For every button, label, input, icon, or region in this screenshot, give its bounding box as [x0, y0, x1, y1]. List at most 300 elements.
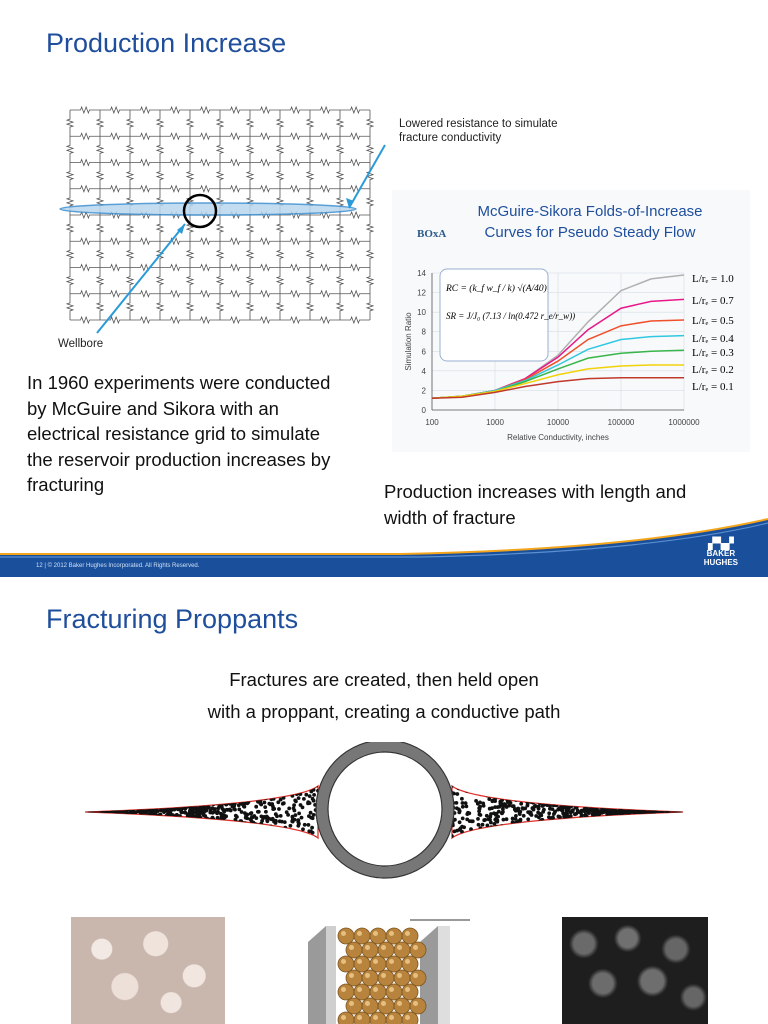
- y-tick-label: 4: [421, 366, 426, 376]
- pack-ball: [370, 928, 386, 944]
- proppant-grain: [656, 812, 660, 816]
- proppant-grain: [235, 815, 239, 819]
- pack-ball-highlight: [389, 931, 394, 936]
- proppant-grain: [241, 803, 245, 807]
- proppant-grain: [547, 811, 551, 815]
- proppant-grain: [308, 794, 312, 798]
- x-tick-label: 100000: [607, 418, 635, 427]
- proppant-grain: [463, 786, 467, 790]
- pack-ball-highlight: [389, 959, 394, 964]
- proppant-grain: [270, 793, 274, 797]
- proppant-grain: [277, 807, 281, 811]
- pack-ball: [370, 984, 386, 1000]
- proppant-grain: [197, 808, 201, 812]
- proppant-grain: [494, 826, 498, 830]
- proppant-grain: [180, 811, 184, 815]
- proppant-grain: [489, 825, 493, 829]
- proppant-grain: [530, 799, 534, 803]
- proppant-grain: [455, 801, 459, 805]
- proppant-grain: [229, 809, 233, 813]
- series-label: L/rₑ = 0.1: [692, 381, 734, 393]
- pack-ball-highlight: [373, 1015, 378, 1020]
- y-tick-label: 0: [421, 406, 426, 415]
- proppant-grain: [306, 802, 310, 806]
- proppant-grain: [239, 819, 243, 823]
- pack-ball: [386, 1012, 402, 1024]
- proppant-grain: [300, 816, 304, 820]
- slide-fracturing-proppants: [0, 577, 768, 1024]
- slide-title: Production Increase: [46, 28, 287, 58]
- proppant-grain: [199, 804, 203, 808]
- proppant-grain: [487, 797, 491, 801]
- proppant-grain: [197, 813, 201, 817]
- proppant-grain: [485, 792, 489, 796]
- pack-ball: [410, 998, 426, 1014]
- pack-ball: [402, 956, 418, 972]
- sand-proppant-photo: [71, 917, 225, 1024]
- pack-ball-highlight: [405, 959, 410, 964]
- proppant-grain: [471, 819, 475, 823]
- proppant-grain: [496, 793, 500, 797]
- pack-ball: [354, 928, 370, 944]
- proppant-grain: [300, 832, 304, 836]
- pack-ball-highlight: [413, 945, 418, 950]
- proppant-grain: [513, 808, 517, 812]
- pack-ball-highlight: [373, 931, 378, 936]
- series-label: L/rₑ = 0.5: [692, 315, 734, 327]
- pack-ball-highlight: [365, 945, 370, 950]
- proppant-grain: [551, 816, 555, 820]
- chart-caption: Production increases with length and width of fracture: [384, 481, 687, 528]
- proppant-grain: [490, 828, 494, 832]
- proppant-grain: [282, 801, 286, 805]
- series-label: L/rₑ = 0.2: [692, 364, 734, 376]
- proppant-grain: [494, 817, 498, 821]
- proppant-grain: [488, 818, 492, 822]
- proppant-grain: [613, 813, 617, 817]
- proppant-grain: [270, 802, 274, 806]
- x-tick-label: 10000: [546, 418, 570, 427]
- series-label: L/rₑ = 0.3: [692, 347, 734, 359]
- pack-ball-highlight: [373, 959, 378, 964]
- proppant-grain: [292, 803, 296, 807]
- proppant-grain: [244, 816, 248, 820]
- propped-fracture-diagram: [0, 742, 768, 892]
- proppant-grain: [485, 814, 489, 818]
- proppant-grain: [613, 809, 617, 813]
- proppant-grain: [467, 811, 471, 815]
- proppant-grain: [526, 817, 530, 821]
- proppant-grain: [257, 810, 261, 814]
- pack-ball: [346, 998, 362, 1014]
- proppant-grain: [311, 831, 315, 835]
- proppant-grain: [232, 804, 236, 808]
- chart-title: McGuire-Sikora Folds-of-Increase Curves for Pseudo Steady Flow: [477, 203, 703, 241]
- pack-ball-highlight: [341, 931, 346, 936]
- proppant-grain: [652, 812, 656, 816]
- proppant-grain: [605, 810, 609, 814]
- proppant-grain: [292, 790, 296, 794]
- pack-ball-highlight: [341, 1015, 346, 1020]
- resistance-annotation: Lowered resistance to simulate fracture conductivity: [399, 118, 558, 144]
- proppant-grain: [263, 805, 267, 809]
- baker-hughes-logo: ▞▚▞ BAKER HUGHES: [703, 538, 738, 567]
- proppant-grain: [238, 798, 242, 802]
- proppant-grain: [476, 817, 480, 821]
- pack-ball-highlight: [405, 931, 410, 936]
- proppant-pack-illustration: [298, 914, 478, 1024]
- proppant-grain: [297, 796, 301, 800]
- pack-ball: [362, 998, 378, 1014]
- proppant-grain: [297, 812, 301, 816]
- proppant-grain: [511, 817, 515, 821]
- proppant-grain: [509, 825, 513, 829]
- pack-ball: [394, 942, 410, 958]
- pack-ball: [370, 956, 386, 972]
- proppant-grain: [299, 803, 303, 807]
- series-label: L/rₑ = 0.4: [692, 333, 734, 345]
- proppant-grain: [535, 821, 539, 825]
- proppant-grain: [534, 814, 538, 818]
- pack-ball-highlight: [389, 1015, 394, 1020]
- proppant-grain: [178, 814, 182, 818]
- proppant-grain: [519, 802, 523, 806]
- proppant-grain: [293, 799, 297, 803]
- proppant-grain: [307, 785, 311, 789]
- proppant-grain: [202, 805, 206, 809]
- proppant-grain: [585, 815, 589, 819]
- proppant-grain: [467, 788, 471, 792]
- proppant-grain: [474, 789, 478, 793]
- proppant-grain: [237, 808, 241, 812]
- proppant-grain: [304, 833, 308, 837]
- pack-ball-highlight: [389, 987, 394, 992]
- proppant-grain: [478, 805, 482, 809]
- proppant-grain: [258, 801, 262, 805]
- formula-rc: RC = (k_f w_f / k) √(A/40): [446, 284, 547, 294]
- x-tick-label: 1000: [486, 418, 504, 427]
- y-tick-label: 10: [417, 308, 426, 318]
- proppant-grain: [281, 830, 285, 834]
- proppant-grain: [469, 833, 473, 837]
- pack-ball: [378, 970, 394, 986]
- pack-ball-highlight: [413, 973, 418, 978]
- proppant-grain: [162, 810, 166, 814]
- proppant-grain: [525, 798, 529, 802]
- proppant-grain: [494, 794, 498, 798]
- proppant-grain: [309, 790, 313, 794]
- pack-ball: [402, 1012, 418, 1024]
- proppant-grain: [272, 797, 276, 801]
- pack-ball-highlight: [357, 987, 362, 992]
- proppant-grain: [465, 818, 469, 822]
- proppant-grain: [212, 802, 216, 806]
- proppant-grain: [665, 812, 669, 816]
- proppant-grain: [514, 796, 518, 800]
- proppant-grain: [579, 816, 583, 820]
- proppant-grain: [483, 818, 487, 822]
- proppant-grain: [280, 820, 284, 824]
- pack-ball: [410, 942, 426, 958]
- proppant-grain: [183, 804, 187, 808]
- proppant-grain: [512, 804, 516, 808]
- pack-ball: [346, 942, 362, 958]
- proppant-grain: [461, 805, 465, 809]
- proppant-grain: [487, 793, 491, 797]
- proppant-grain: [453, 830, 457, 834]
- proppant-grain: [573, 812, 577, 816]
- body-paragraph: In 1960 experiments were conducted by McGuire and Sikora with an electrical resistance grid to simulate the reservoir production increases by fracturing: [27, 372, 331, 495]
- proppant-grain: [223, 801, 227, 805]
- formula-box: [440, 269, 575, 361]
- proppant-grain: [628, 811, 632, 815]
- proppant-grain: [193, 807, 197, 811]
- proppant-grain: [279, 814, 283, 818]
- pack-ball-highlight: [381, 973, 386, 978]
- proppant-grain: [530, 813, 534, 817]
- pack-ball: [394, 970, 410, 986]
- proppant-grain: [505, 817, 509, 821]
- proppant-grain: [486, 792, 490, 796]
- pack-ball: [338, 1012, 354, 1024]
- proppant-grain: [175, 813, 179, 817]
- proppant-grain: [459, 827, 463, 831]
- y-tick-label: 6: [421, 347, 426, 357]
- proppant-grain: [274, 819, 278, 823]
- proppant-grain: [301, 827, 305, 831]
- y-tick-label: 2: [421, 386, 426, 396]
- footer-copyright: 12 | © 2012 Baker Hughes Incorporated. All Rights Reserved.: [36, 563, 200, 569]
- proppant-grain: [211, 806, 215, 810]
- proppant-grain: [463, 786, 467, 790]
- proppant-grain: [311, 816, 315, 820]
- ceramic-proppant-photo: [562, 917, 708, 1024]
- proppant-grain: [501, 810, 505, 814]
- proppant-grain: [307, 823, 311, 827]
- proppant-grain: [307, 814, 311, 818]
- proppant-grain: [561, 809, 565, 813]
- pack-ball: [354, 984, 370, 1000]
- proppant-grain: [189, 811, 193, 815]
- proppant-grain: [553, 803, 557, 807]
- proppant-grain: [264, 810, 268, 814]
- proppant-grain: [243, 811, 247, 815]
- pack-ball-highlight: [381, 945, 386, 950]
- proppant-grain: [297, 822, 301, 826]
- pack-ball-highlight: [341, 959, 346, 964]
- pack-ball: [378, 998, 394, 1014]
- subtitle-line-1: Fractures are created, then held open: [229, 669, 539, 690]
- pack-ball-highlight: [349, 945, 354, 950]
- proppant-grain: [463, 833, 467, 837]
- proppant-grain: [283, 791, 287, 795]
- pack-ball-highlight: [413, 1001, 418, 1006]
- proppant-grain: [458, 820, 462, 824]
- slide-title: Fracturing Proppants: [46, 604, 299, 634]
- proppant-grain: [557, 815, 561, 819]
- fracture-ellipse: [60, 203, 356, 215]
- pack-ball-highlight: [405, 1015, 410, 1020]
- proppant-grain: [266, 819, 270, 823]
- proppant-grain: [312, 793, 316, 797]
- proppant-grain: [281, 794, 285, 798]
- proppant-grain: [254, 805, 258, 809]
- proppant-grain: [537, 807, 541, 811]
- proppant-grain: [271, 807, 275, 811]
- proppant-grain: [597, 809, 601, 813]
- chart-logo: BOxA: [417, 228, 447, 240]
- proppant-grain: [524, 823, 528, 827]
- proppant-grain: [254, 816, 258, 820]
- proppant-grain: [515, 824, 519, 828]
- proppant-grain: [542, 808, 546, 812]
- proppant-grain: [284, 791, 288, 795]
- proppant-grain: [303, 823, 307, 827]
- x-axis-label: Relative Conductivity, inches: [507, 433, 609, 442]
- proppant-grain: [478, 813, 482, 817]
- proppant-grain: [276, 800, 280, 804]
- wellbore-casing: [322, 746, 448, 872]
- proppant-grain: [469, 787, 473, 791]
- proppant-grain: [489, 812, 493, 816]
- proppant-grain: [233, 808, 237, 812]
- proppant-grain: [493, 799, 497, 803]
- pack-ball-highlight: [397, 945, 402, 950]
- proppant-grain: [455, 792, 459, 796]
- proppant-grain: [565, 809, 569, 813]
- proppant-grain: [494, 827, 498, 831]
- proppant-grain: [253, 822, 257, 826]
- proppant-grain: [171, 806, 175, 810]
- pack-ball: [362, 942, 378, 958]
- proppant-grain: [309, 811, 313, 815]
- pack-ball: [338, 956, 354, 972]
- proppant-grain: [104, 809, 108, 813]
- proppant-grain: [503, 802, 507, 806]
- x-tick-label: 100: [425, 418, 439, 427]
- pack-ball-highlight: [349, 1001, 354, 1006]
- proppant-grain: [583, 807, 587, 811]
- proppant-grain: [562, 812, 566, 816]
- proppant-grain: [496, 805, 500, 809]
- pack-ball: [386, 956, 402, 972]
- proppant-grain: [216, 816, 220, 820]
- proppant-grain: [455, 806, 459, 810]
- pack-ball: [386, 984, 402, 1000]
- proppant-grain: [498, 827, 502, 831]
- subtitle-line-2: with a proppant, creating a conductive path: [207, 701, 561, 722]
- proppant-grain: [167, 814, 171, 818]
- proppant-grain: [292, 830, 296, 834]
- proppant-grain: [304, 793, 308, 797]
- pack-ball: [386, 928, 402, 944]
- proppant-grain: [464, 801, 468, 805]
- proppant-grain: [259, 822, 263, 826]
- proppant-grain: [248, 797, 252, 801]
- pack-ball-highlight: [397, 1001, 402, 1006]
- proppant-grain: [291, 815, 295, 819]
- wellbore-label: Wellbore: [58, 338, 104, 350]
- proppant-grain: [240, 798, 244, 802]
- proppant-grain: [263, 801, 267, 805]
- proppant-grain: [505, 826, 509, 830]
- proppant-grain: [556, 808, 560, 812]
- pack-ball: [402, 928, 418, 944]
- proppant-grain: [541, 800, 545, 804]
- proppant-grain: [538, 812, 542, 816]
- proppant-grain: [241, 797, 245, 801]
- pack-ball: [354, 956, 370, 972]
- pack-ball-highlight: [349, 973, 354, 978]
- resistance-grid-diagram: [0, 0, 400, 340]
- pack-ball: [370, 1012, 386, 1024]
- pack-ball-highlight: [357, 931, 362, 936]
- pack-ball-highlight: [365, 1001, 370, 1006]
- proppant-grain: [274, 812, 278, 816]
- proppant-grain: [465, 805, 469, 809]
- proppant-grain: [223, 816, 227, 820]
- proppant-grain: [481, 823, 485, 827]
- pack-ball-highlight: [373, 987, 378, 992]
- proppant-grain: [552, 812, 556, 816]
- proppant-grain: [588, 806, 592, 810]
- proppant-grain: [503, 795, 507, 799]
- pack-ball: [338, 928, 354, 944]
- proppant-grain: [287, 807, 291, 811]
- proppant-grain: [285, 810, 289, 814]
- proppant-grain: [281, 828, 285, 832]
- pack-ball-highlight: [397, 973, 402, 978]
- proppant-grain: [482, 804, 486, 808]
- proppant-grain: [290, 819, 294, 823]
- proppant-grain: [307, 829, 311, 833]
- proppant-grain: [264, 816, 268, 820]
- pack-ball: [362, 970, 378, 986]
- proppant-grain: [565, 803, 569, 807]
- x-tick-label: 1000000: [668, 418, 700, 427]
- proppant-grain: [510, 825, 514, 829]
- proppant-grain: [521, 807, 525, 811]
- proppant-grain: [220, 804, 224, 808]
- y-tick-label: 12: [417, 288, 426, 298]
- proppant-grain: [479, 826, 483, 830]
- proppant-grain: [457, 811, 461, 815]
- y-axis-label: Simulation Ratio: [404, 312, 413, 371]
- pack-ball: [394, 998, 410, 1014]
- proppant-grain: [311, 797, 315, 801]
- proppant-grain: [285, 829, 289, 833]
- folds-of-increase-chart: [392, 255, 750, 455]
- y-tick-label: 14: [417, 269, 426, 278]
- proppant-grain: [248, 817, 252, 821]
- pack-ball-highlight: [357, 1015, 362, 1020]
- proppant-grain: [310, 826, 314, 830]
- proppant-grain: [619, 808, 623, 812]
- proppant-grain: [302, 797, 306, 801]
- series-label: L/rₑ = 0.7: [692, 295, 734, 307]
- pack-ball: [354, 1012, 370, 1024]
- pack-ball-highlight: [365, 973, 370, 978]
- pack-ball-highlight: [381, 1001, 386, 1006]
- pack-ball-highlight: [357, 959, 362, 964]
- pack-ball-highlight: [405, 987, 410, 992]
- proppant-grain: [507, 804, 511, 808]
- proppant-grain: [461, 817, 465, 821]
- y-tick-label: 8: [421, 327, 426, 337]
- proppant-grain: [477, 823, 481, 827]
- proppant-grain: [250, 797, 254, 801]
- proppant-grain: [494, 813, 498, 817]
